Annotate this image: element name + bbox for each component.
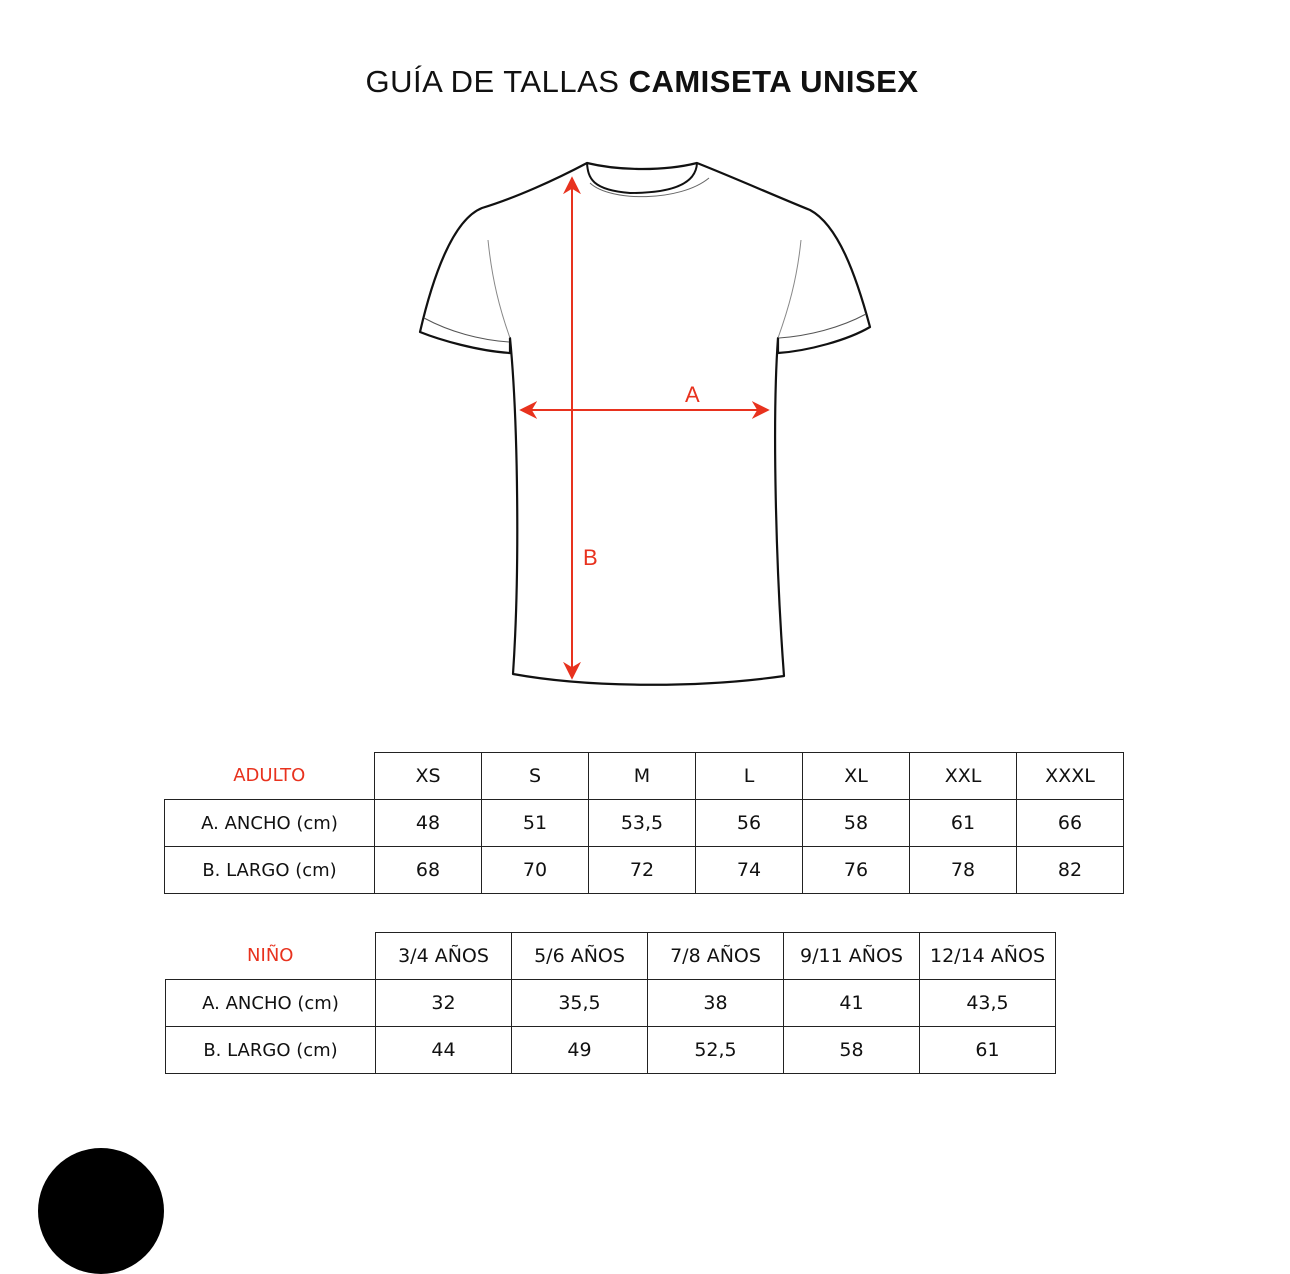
size-header: 9/11 AÑOS xyxy=(784,933,920,980)
table-cell: 82 xyxy=(1017,847,1124,894)
row-label: B. LARGO (cm) xyxy=(165,847,375,894)
size-header: 7/8 AÑOS xyxy=(648,933,784,980)
size-header: M xyxy=(589,753,696,800)
table-cell: 70 xyxy=(482,847,589,894)
table-cell: 35,5 xyxy=(512,980,648,1027)
table-cell: 68 xyxy=(375,847,482,894)
size-header: 5/6 AÑOS xyxy=(512,933,648,980)
table-cell: 44 xyxy=(376,1027,512,1074)
table-cell: 58 xyxy=(784,1027,920,1074)
floating-action-button[interactable] xyxy=(38,1148,164,1274)
table-cell: 53,5 xyxy=(589,800,696,847)
table-row xyxy=(165,847,1124,894)
table-cell: 41 xyxy=(784,980,920,1027)
table-cell: 32 xyxy=(376,980,512,1027)
child-size-table xyxy=(165,932,1056,1074)
table-cell: 72 xyxy=(589,847,696,894)
table-row xyxy=(166,980,1056,1027)
table-row xyxy=(166,1027,1056,1074)
size-header: S xyxy=(482,753,589,800)
table-cell: 78 xyxy=(910,847,1017,894)
page-title-light: GUÍA DE TALLAS xyxy=(365,64,620,99)
measure-label-a: A xyxy=(685,382,700,407)
table-cell: 61 xyxy=(910,800,1017,847)
table-cell: 66 xyxy=(1017,800,1124,847)
tshirt-diagram xyxy=(400,150,900,695)
table-cell: 74 xyxy=(696,847,803,894)
size-header: XS xyxy=(375,753,482,800)
row-label: B. LARGO (cm) xyxy=(166,1027,376,1074)
table-cell: 56 xyxy=(696,800,803,847)
table-header-row xyxy=(166,933,1056,980)
tshirt-outline-icon xyxy=(400,150,900,695)
table-cell: 43,5 xyxy=(920,980,1056,1027)
adult-size-table xyxy=(164,752,1124,894)
measure-label-b: B xyxy=(583,545,598,570)
page-title-bold: CAMISETA UNISEX xyxy=(628,64,919,99)
size-header: XL xyxy=(803,753,910,800)
table-cell: 52,5 xyxy=(648,1027,784,1074)
table-cell: 51 xyxy=(482,800,589,847)
table-cell: 76 xyxy=(803,847,910,894)
table-header-row xyxy=(165,753,1124,800)
table-cell: 61 xyxy=(920,1027,1056,1074)
size-header: XXL xyxy=(910,753,1017,800)
size-header: 3/4 AÑOS xyxy=(376,933,512,980)
table-row xyxy=(165,800,1124,847)
size-header: XXXL xyxy=(1017,753,1124,800)
row-label: A. ANCHO (cm) xyxy=(165,800,375,847)
page-title xyxy=(0,60,1284,104)
table-cell: 48 xyxy=(375,800,482,847)
adult-heading: ADULTO xyxy=(165,753,375,800)
row-label: A. ANCHO (cm) xyxy=(166,980,376,1027)
table-cell: 49 xyxy=(512,1027,648,1074)
table-cell: 38 xyxy=(648,980,784,1027)
table-cell: 58 xyxy=(803,800,910,847)
size-header: 12/14 AÑOS xyxy=(920,933,1056,980)
child-heading: NIÑO xyxy=(166,933,376,980)
size-header: L xyxy=(696,753,803,800)
